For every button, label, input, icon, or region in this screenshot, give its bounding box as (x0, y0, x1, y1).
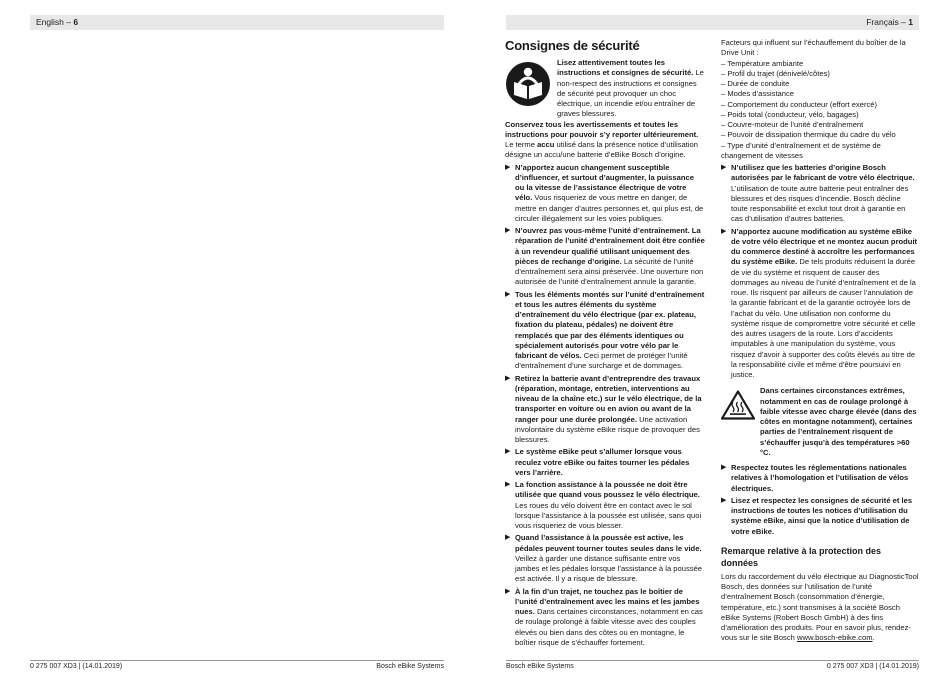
list-item: ▶ Respectez toutes les réglementations nationales relatives à l’homologation et l’utilisation de vélos électriques. (721, 463, 909, 493)
arrow-bullet-icon: ▶ (505, 163, 511, 171)
list-item: ▶ N’apportez aucune modification au système eBike de votre vélo électrique et ne montez aucun produit du commerce destiné à accroître les performances du système eBike. De tels produits réduisent la durée de vie du système et risquent de causer des dommages au niveau de l’unité d’entraînement et de la roue. Ils risquent par ailleurs de causer l’annulation de la garantie fabricant et de la garantie octroyée lors de l’achat du vélo. Une utilisation non conforme du système risque de compromettre votre sécurité et celle des autres usagers de la route. Lors d’accidents imputables à une manipulation du système, vous risquez d’avoir à supporter des coûts élevés au titre de la responsabilité civile et même d’être poursuivi en justice. (721, 226, 918, 379)
footer-doc-number: 0 275 007 XD3 | (14.01.2019) (826, 663, 919, 670)
page-header: English – 6 (30, 15, 444, 30)
list-item: – Couvre-moteur de l’unité d’entraînement (721, 120, 864, 129)
text-column-1 (505, 38, 705, 650)
data-protection-title: Remarque relative à la protection des données (721, 545, 882, 568)
list-item: ▶ N’ouvrez pas vous-même l’unité d’entraînement. La réparation de l’unité d’entraînement doit être confiée à un revendeur qualifié utilisant uniquement des pièces de rechange d’origine. La sécurité de l’unité d’entraînement sera ainsi préservée. Une ouverture non autorisée de l’unité d’entraînement annule la garantie. (505, 226, 705, 287)
hot-surface-warning (721, 386, 919, 458)
list-item: ▶ N’apportez aucun changement susceptible d’influencer, et surtout d’augmenter, la puissance ou la vitesse de l’assistance électrique de votre vélo. Vous risqueriez de vous mettre en danger, de mettre en danger d’autres personnes et, qui plus est, de circuler illégalement sur les voies publiques. (505, 162, 704, 223)
header-language: Français (866, 17, 899, 27)
list-item: ▶ Quand l’assistance à la poussée est active, les pédales peuvent tourner toutes seules dans le vide. Veillez à garder une distance suffisante entre vos jambes et les pédales lorsque l’assistance à la poussée est activée. Il y a risque de blessure. (505, 533, 702, 584)
arrow-bullet-icon: ▶ (721, 164, 727, 171)
page-number: 1 (908, 17, 913, 27)
read-manual-icon (505, 61, 551, 107)
footer-company: Bosch eBike Systems (376, 663, 444, 670)
page-header: Français – 1 (506, 15, 919, 30)
list-item: – Profil du trajet (dénivelé/côtes) (721, 68, 830, 78)
intro-text: Lisez attentivement toutes les instructions et consignes de sécurité. Le non-respect des instructions et consignes de sécurité peut provoquer un choc électrique, un incendie et/ou entraîner de graves blessures. (557, 58, 704, 119)
list-item: – Modes d’assistance (721, 89, 795, 99)
arrow-bullet-icon: ▶ (721, 496, 727, 504)
list-item: – Température ambiante (721, 58, 804, 68)
safety-list-3 (721, 463, 919, 537)
bosch-ebike-link[interactable]: www.bosch-ebike.com (796, 633, 873, 643)
safety-list-1 (505, 163, 705, 649)
list-item: – Pouvoir de dissipation thermique du cadre du vélo (721, 130, 896, 140)
keep-instructions-note: Conservez tous les avertissements et toutes les instructions pour pouvoir s’y reporter ultérieurement. (505, 119, 699, 139)
arrow-bullet-icon: ▶ (505, 481, 511, 488)
list-item: ▶ Lisez et respectez les consignes de sécurité et les instructions de toutes les notices d’utilisation du système eBike, ainsi que la notice d’utilisation de votre eBike. (721, 495, 913, 536)
footer-company: Bosch eBike Systems (506, 663, 574, 670)
list-item: ▶ Tous les éléments montés sur l’unité d’entraînement et tous les autres éléments du système d’entraînement du vélo électrique (par ex. plateau, fixation du plateau, pédales) ne doivent être remplacés que par des éléments identiques ou spécialement autorisés pour votre vélo par le fabricant de vélos. Ceci permet de protéger l’unité d’entraînement d’une surcharge et de dommages. (505, 289, 705, 371)
safety-list-2 (721, 163, 919, 380)
list-item: ▶ La fonction assistance à la poussée ne doit être utilisée que quand vous poussez le vélo électrique. Les roues du vélo doivent être en contact avec le sol lorsque l’assistance à la poussée est utilisée, sans quoi vous risqueriez de vous blesser. (505, 480, 702, 530)
arrow-bullet-icon: ▶ (505, 290, 511, 298)
page-footer (30, 660, 444, 670)
arrow-bullet-icon: ▶ (505, 534, 511, 542)
list-item: – Comportement du conducteur (effort exercé) (721, 99, 878, 109)
arrow-bullet-icon: ▶ (505, 448, 511, 456)
page-number: 6 (73, 17, 79, 27)
accu-note: Le terme accu utilisé dans la présence notice d’utilisation désigne un accu/une batterie d’eBike Bosch d’origine. (505, 140, 698, 160)
arrow-bullet-icon: ▶ (505, 587, 511, 595)
hot-warning-text: Dans certaines circonstances extrêmes, notamment en cas de roulage prolongé à faible vitesse avec charge élevée (dans des côtes en montagne notamment), certaines parties de l’entraînement risquent de s’échauffer jusqu’à des températures >60 °C. (760, 386, 917, 457)
arrow-bullet-icon: ▶ (721, 464, 727, 471)
section-title: Consignes de sécurité (505, 38, 640, 53)
arrow-bullet-icon: ▶ (505, 227, 511, 234)
list-item: – Poids total (conducteur, vélo, bagages) (721, 109, 859, 119)
intro-block (505, 58, 705, 120)
heat-factors-intro: Facteurs qui influent sur l’échauffement du boîtier de la Drive Unit : (721, 38, 906, 58)
left-page (0, 0, 470, 674)
list-item: ▶ Retirez la batterie avant d’entreprendre des travaux (réparation, montage, entretien, interventions au niveau de la chaîne etc.) sur le vélo électrique, de la transporter en voiture ou en avion ou avant de la ranger pour une durée prolongée. Une activation involontaire du système eBike risque de provoquer des blessures. (505, 373, 702, 444)
data-protection-text: Lors du raccordement du vélo électrique au DiagnosticTool Bosch, des données sur l’utilisation de l’unité d’entraînement Bosch (consommation d’énergie, température, etc.) sont transmises à la société Bosch eBike Systems (Robert Bosch GmbH) à des fins d’amélioration des produits. Pour en savoir plus, rendez-vous sur le site Bosch www.bosch-ebike.com. (721, 571, 919, 643)
footer-doc-number: 0 275 007 XD3 | (14.01.2019) (30, 663, 123, 670)
arrow-bullet-icon: ▶ (505, 374, 511, 382)
list-item: ▶ Le système eBike peut s’allumer lorsque vous reculez votre eBike ou faites tourner les pédales vers l’arrière. (505, 447, 690, 477)
arrow-bullet-icon: ▶ (721, 227, 727, 235)
text-column-2 (721, 38, 919, 644)
page-footer (506, 660, 919, 670)
hot-surface-warning-icon (721, 390, 755, 420)
list-item: – Type d’unité d’entraînement et de système de changement de vitesses (721, 140, 881, 160)
list-item: – Durée de conduite (721, 79, 790, 88)
list-item: ▶ À la fin d’un trajet, ne touchez pas le boîtier de l’unité d’entraînement avec les mains et les jambes nues. Dans certaines circonstances, notamment en cas de roulage prolongé à faible vitesse avec des couples élevés ou bien dans des côtes ou en montagne, le boîtier risque de s’échauffer fortement. (505, 586, 703, 647)
header-language: English (36, 17, 64, 27)
heat-factors-list (721, 59, 919, 162)
list-item: ▶ N’utilisez que les batteries d’origine Bosch autorisées par le fabricant de votre vélo électrique. L’utilisation de toute autre batterie peut entraîner des blessures et des risques d’incendie. Bosch décline toute responsabilité et exclut tout droit à garantie en cas d’utilisation d’autres batteries. (721, 163, 915, 224)
